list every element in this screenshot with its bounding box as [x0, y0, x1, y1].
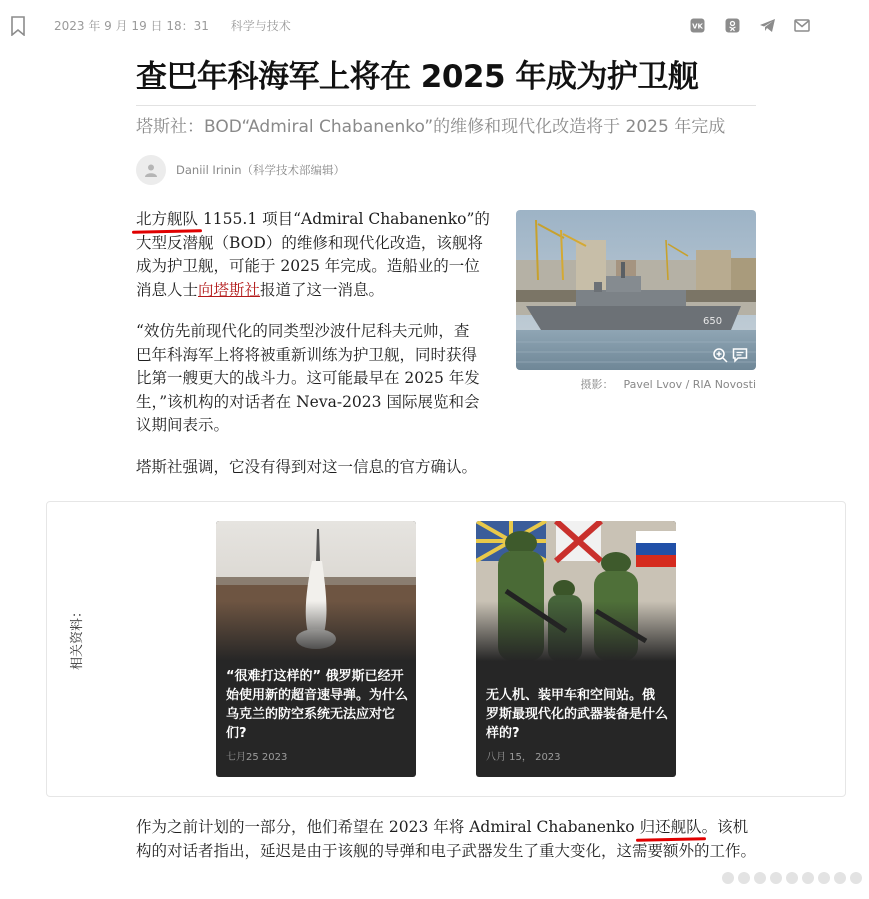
tass-link[interactable]: 向塔斯社: [198, 280, 261, 299]
photo-caption: [516, 376, 756, 392]
caption-prefix: 摄影：: [580, 378, 614, 391]
related-materials: [46, 501, 846, 797]
category-link[interactable]: 科学与技术: [230, 19, 291, 33]
avatar: [136, 155, 166, 185]
share-bar: [688, 16, 811, 34]
dot[interactable]: [850, 872, 862, 884]
related-card-missile[interactable]: [216, 521, 416, 777]
card-2-title-rest: 俄罗斯最现代化的武器装备是什么样的?: [486, 688, 669, 741]
photo-controls: [712, 347, 748, 363]
article-subtitle: 塔斯社：BOD“Admiral Chabanenko”的维修和现代化改造将于 2025 年完成: [136, 117, 726, 137]
vk-icon[interactable]: [688, 16, 706, 34]
author-name[interactable]: Daniil Irinin（科学技术部编辑）: [176, 163, 346, 177]
pagination-dots: [722, 872, 862, 888]
card-2-date: 八月 15， 2023: [486, 752, 561, 763]
dot[interactable]: [834, 872, 846, 884]
related-card-weapons[interactable]: [476, 521, 676, 777]
paragraph-4-text-b: 。该机构的对话者指出，延迟是由于该舰的导弹和电子武器发生了重大变化，这需要额外的工作。: [136, 818, 757, 860]
title-divider: [136, 105, 756, 106]
dot[interactable]: [818, 872, 830, 884]
article-meta: [54, 17, 309, 34]
odnoklassniki-icon[interactable]: [723, 16, 741, 34]
dot[interactable]: [770, 872, 782, 884]
article-title: 查巴年科海军上将在 2025 年成为护卫舰: [136, 59, 699, 95]
hull-number: 650: [703, 316, 723, 327]
publish-date: 2023 年 9 月 19 日 18：31: [54, 19, 209, 33]
dot[interactable]: [722, 872, 734, 884]
user-icon: [144, 163, 158, 177]
dot[interactable]: [786, 872, 798, 884]
paragraph-4: [136, 816, 761, 863]
paragraph-4-text-a: 作为之前计划的一部分，他们希望在 2023 年将 Admiral Chabanenko: [136, 818, 640, 836]
paragraph-2: “效仿先前现代化的同类型沙波什尼科夫元帅，查巴年科海军上将将被重新训练为护卫舰，同时获得比第一艘更大的战斗力。这可能最早在 2025 年发生，”该机构的对话者在 Neva-2023 国际展览和会议期间表示。: [136, 322, 480, 434]
ship-image: [516, 210, 756, 370]
card-2-title-bold: 无人机、装甲车和空间站。: [486, 688, 643, 703]
zoom-icon[interactable]: [712, 347, 728, 363]
ship-photo[interactable]: [516, 210, 756, 370]
svg-text:VK: VK: [691, 22, 703, 30]
card-1-date: 七月25 2023: [226, 752, 288, 763]
dot[interactable]: [754, 872, 766, 884]
related-label: [61, 602, 91, 672]
missile-launch-image: [216, 521, 416, 661]
related-label-text: 相关资料：: [70, 604, 86, 671]
paragraph-1-text-a: 1155.1 项目“Admiral Chabanenko”的大型反潜舰（BOD）的维修和现代化改造，该舰将成为护卫舰，可能于 2025 年完成。造船业的一位消息人士: [136, 210, 490, 299]
card-1-title[interactable]: [226, 667, 408, 743]
bookmark-icon[interactable]: [10, 16, 26, 36]
author-block[interactable]: [136, 154, 345, 186]
article-toolbar: [0, 0, 869, 52]
comment-icon[interactable]: [732, 347, 748, 363]
paragraph-3: 塔斯社强调，它没有得到对这一信息的官方确认。: [136, 458, 478, 476]
card-2-title[interactable]: [486, 686, 668, 743]
mail-icon[interactable]: [793, 16, 811, 34]
soldiers-image: [476, 521, 676, 661]
caption-credit: Pavel Lvov / RIA Novosti: [623, 378, 756, 391]
dot[interactable]: [738, 872, 750, 884]
telegram-icon[interactable]: [758, 16, 776, 34]
paragraph-1-text-b: 报道了这一消息。: [260, 280, 385, 299]
highlight-return-fleet[interactable]: 归还舰队: [639, 818, 702, 836]
highlight-northern-fleet[interactable]: 北方舰队: [136, 210, 199, 228]
paragraph-1: [136, 208, 491, 302]
dot[interactable]: [802, 872, 814, 884]
card-1-title-bold: “很难打这样的”: [226, 669, 322, 684]
card-1-title-rest: 俄罗斯已经开始使用新的超音速导弹。为什么乌克兰的防空系统无法应对它们?: [226, 669, 409, 741]
